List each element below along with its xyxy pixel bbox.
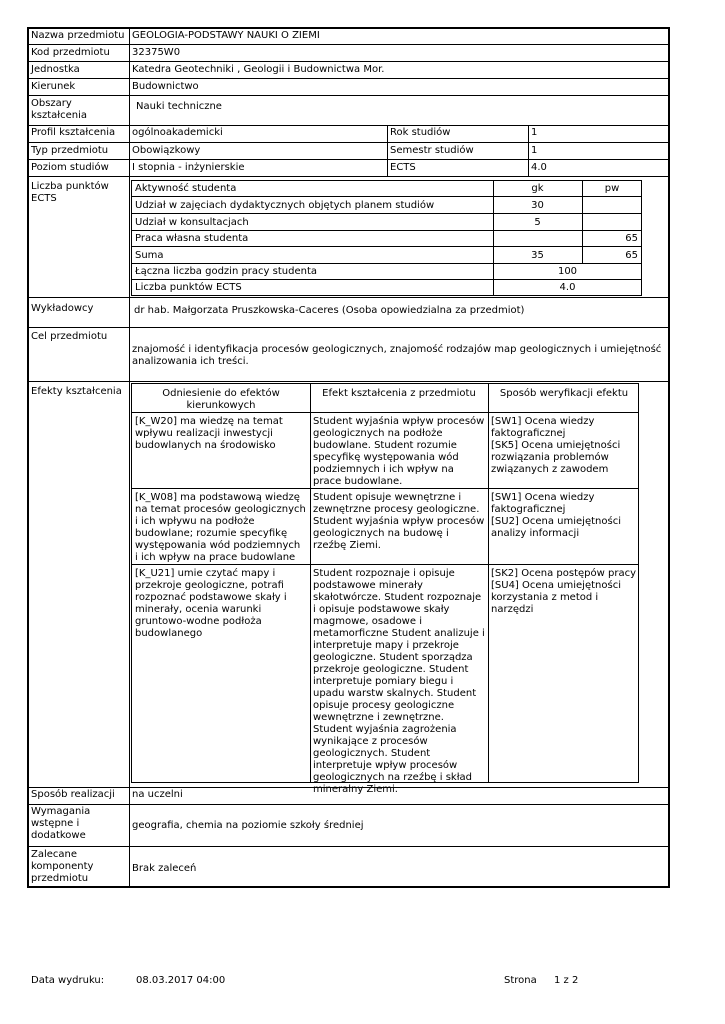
row-divider (29, 327, 668, 328)
label-kierunek: Kierunek (31, 81, 76, 92)
row-divider (29, 846, 668, 847)
ects-row-divider (131, 263, 642, 264)
label-wykladowcy: Wykładowcy (31, 303, 94, 314)
value-kod: 32375W0 (132, 47, 181, 58)
label-semestr: Semestr studiów (390, 145, 474, 156)
value-semestr: 1 (531, 145, 538, 156)
effects-row-ref: [K_U21] umie czytać mapy i przekroje geologiczne, potrafi rozpoznać podstawowe skały i minerały, ocenia warunki gruntowo-wodne podłoża budowlanego (135, 568, 287, 639)
ects-header-label: Aktywność studenta (135, 183, 237, 194)
col-divider (528, 125, 529, 176)
ects-row-gk: 30 (531, 200, 544, 211)
effects-row-verify: [SW1] Ocena wiedzy faktograficznej [SU2] Ocena umiejętności analizy informacji (491, 492, 621, 539)
value-obszary: Nauki techniczne (136, 101, 222, 112)
value-kierunek: Budownictwo (132, 81, 199, 92)
ects-total-value: 4.0 (559, 282, 576, 293)
value-wymagania: geografia, chemia na poziomie szkoły średniej (132, 820, 364, 831)
label-efekty: Efekty kształcenia (31, 386, 122, 397)
effects-row-verify: [SK2] Ocena postępów pracy [SU4] Ocena umiejętności korzystania z metod i narzędzi (491, 568, 636, 615)
effects-row-ref: [K_W08] ma podstawową wiedzę na temat procesów geologicznych i ich wpływu na podłoże budowlane; rozumie specyfikę występowania wód podziemnych i ich wpływ na prace budowlane (135, 492, 306, 563)
value-cel: znajomość i identyfikacja procesów geologicznych, znajomość rodzajów map geologicznych i umiejętność analizowania ich treści. (132, 344, 662, 367)
footer-date-value: 08.03.2017 04:00 (136, 975, 226, 986)
row-divider (29, 125, 668, 126)
ects-row-label: Praca własna studenta (135, 233, 249, 244)
label-rok: Rok studiów (390, 127, 451, 138)
label-column-divider (129, 29, 130, 886)
ects-row-label: Udział w konsultacjach (135, 217, 249, 228)
effects-header-verify: Sposób weryfikacji efektu (499, 388, 629, 399)
label-nazwa: Nazwa przedmiotu (31, 30, 125, 41)
footer-page-label: Strona (504, 975, 537, 986)
label-typ: Typ przedmiotu (31, 145, 109, 156)
ects-row-label: Udział w zajęciach dydaktycznych objętych planem studiów (135, 200, 435, 211)
ects-row-divider (131, 279, 642, 280)
label-zalecane: Zalecane komponenty przedmiotu (31, 849, 94, 884)
col-divider (387, 125, 388, 176)
value-zalecane: Brak zaleceń (132, 863, 197, 874)
value-poziom: I stopnia - inżynierskie (132, 162, 245, 173)
ects-row-gk: 35 (531, 250, 544, 261)
label-cel: Cel przedmiotu (31, 331, 108, 342)
ects-row-divider (131, 213, 642, 214)
ects-row-pw: 65 (625, 233, 638, 244)
row-divider (29, 44, 668, 45)
effects-header-ref: Odniesienie do efektów kierunkowych (162, 388, 280, 411)
ects-header-pw: pw (604, 183, 620, 194)
label-wymagania: Wymagania wstępne i dodatkowe (31, 806, 91, 841)
effects-col-divider (310, 384, 311, 782)
footer-page-value: 1 z 2 (554, 975, 579, 986)
ects-row-pw: 65 (625, 250, 638, 261)
effects-row-ref: [K_W20] ma wiedzę na temat wpływu realizacji inwestycji budowlanych na środowisko (135, 416, 283, 451)
footer-date-label: Data wydruku: (31, 975, 105, 986)
value-typ: Obowiązkowy (132, 145, 201, 156)
row-divider (29, 176, 668, 177)
effects-row-divider (132, 412, 638, 413)
value-rok: 1 (531, 127, 538, 138)
effects-header-effect: Efekt kształcenia z przedmiotu (322, 388, 476, 399)
ects-header-gk: gk (531, 183, 544, 194)
ects-row-divider (131, 196, 642, 197)
label-punkty: Liczba punktów ECTS (31, 181, 109, 204)
ects-total-hours-value: 100 (557, 266, 578, 277)
ects-total-hours-label: Łączna liczba godzin pracy studenta (135, 266, 317, 277)
ects-row-label: Suma (135, 250, 164, 261)
ects-row-gk: 5 (534, 217, 541, 228)
row-divider (29, 159, 668, 160)
ects-row-divider (131, 246, 642, 247)
row-divider (29, 804, 668, 805)
row-divider (29, 381, 668, 382)
ects-table (131, 180, 642, 298)
row-divider (29, 78, 668, 79)
effects-row-verify: [SW1] Ocena wiedzy faktograficznej [SK5] Ocena umiejętności rozwiązania problemów związanych z zawodem (491, 416, 621, 475)
ects-row-divider (131, 230, 642, 231)
label-profil: Profil kształcenia (31, 127, 116, 138)
value-jednostka: Katedra Geotechniki , Geologii i Budownictwa Mor. (132, 64, 385, 75)
label-jednostka: Jednostka (31, 64, 80, 75)
value-wykladowcy: dr hab. Małgorzata Pruszkowska-Caceres (Osoba opowiedzialna za przedmiot) (134, 305, 525, 316)
label-ects: ECTS (390, 162, 416, 173)
effects-col-divider (488, 384, 489, 782)
row-divider (29, 95, 668, 96)
row-divider (29, 61, 668, 62)
label-poziom: Poziom studiów (31, 162, 109, 173)
row-divider (29, 142, 668, 143)
value-sposob: na uczelni (132, 789, 183, 800)
value-profil: ogólnoakademicki (132, 127, 223, 138)
effects-row-effect: Student wyjaśnia wpływ procesów geologicznych na podłoże budowlane. Student rozumie specyfikę występowania wód podziemnych i ich wpływ na prace budowlane. (313, 416, 485, 487)
label-kod: Kod przedmiotu (31, 47, 110, 58)
value-ects: 4.0 (531, 162, 547, 173)
effects-row-effect: Student opisuje wewnętrzne i zewnętrzne procesy geologiczne. Student wyjaśnia wpływ procesów geologicznych na budowę i rzeźbę Ziemi. (313, 492, 485, 551)
label-obszary: Obszary kształcenia (31, 98, 88, 121)
value-nazwa: GEOLOGIA-PODSTAWY NAUKI O ZIEMI (132, 30, 320, 41)
label-sposob: Sposób realizacji (31, 789, 115, 800)
effects-row-divider (132, 488, 638, 489)
effects-row-divider (132, 564, 638, 565)
effects-row-effect: Student rozpoznaje i opisuje podstawowe minerały skałotwórcze. Student rozpoznaje i opisuje podstawowe skały magmowe, osadowe i metamorficzne Student analizuje i interpretuje mapy i przekroje geologiczne. Student sporządza przekroje geologiczne. Student interpretuje pomiary biegu i upadu warstw skalnych. Student opisuje procesy geologiczne wewnętrzne i zewnętrzne. Student wyjaśnia zagrożenia wynikające z procesów geologicznych. Student interpretuje wpływ procesów geologicznych na rzeźbę i skład mineralny Ziemi. (313, 568, 485, 795)
ects-total-label: Liczba punktów ECTS (135, 282, 242, 293)
